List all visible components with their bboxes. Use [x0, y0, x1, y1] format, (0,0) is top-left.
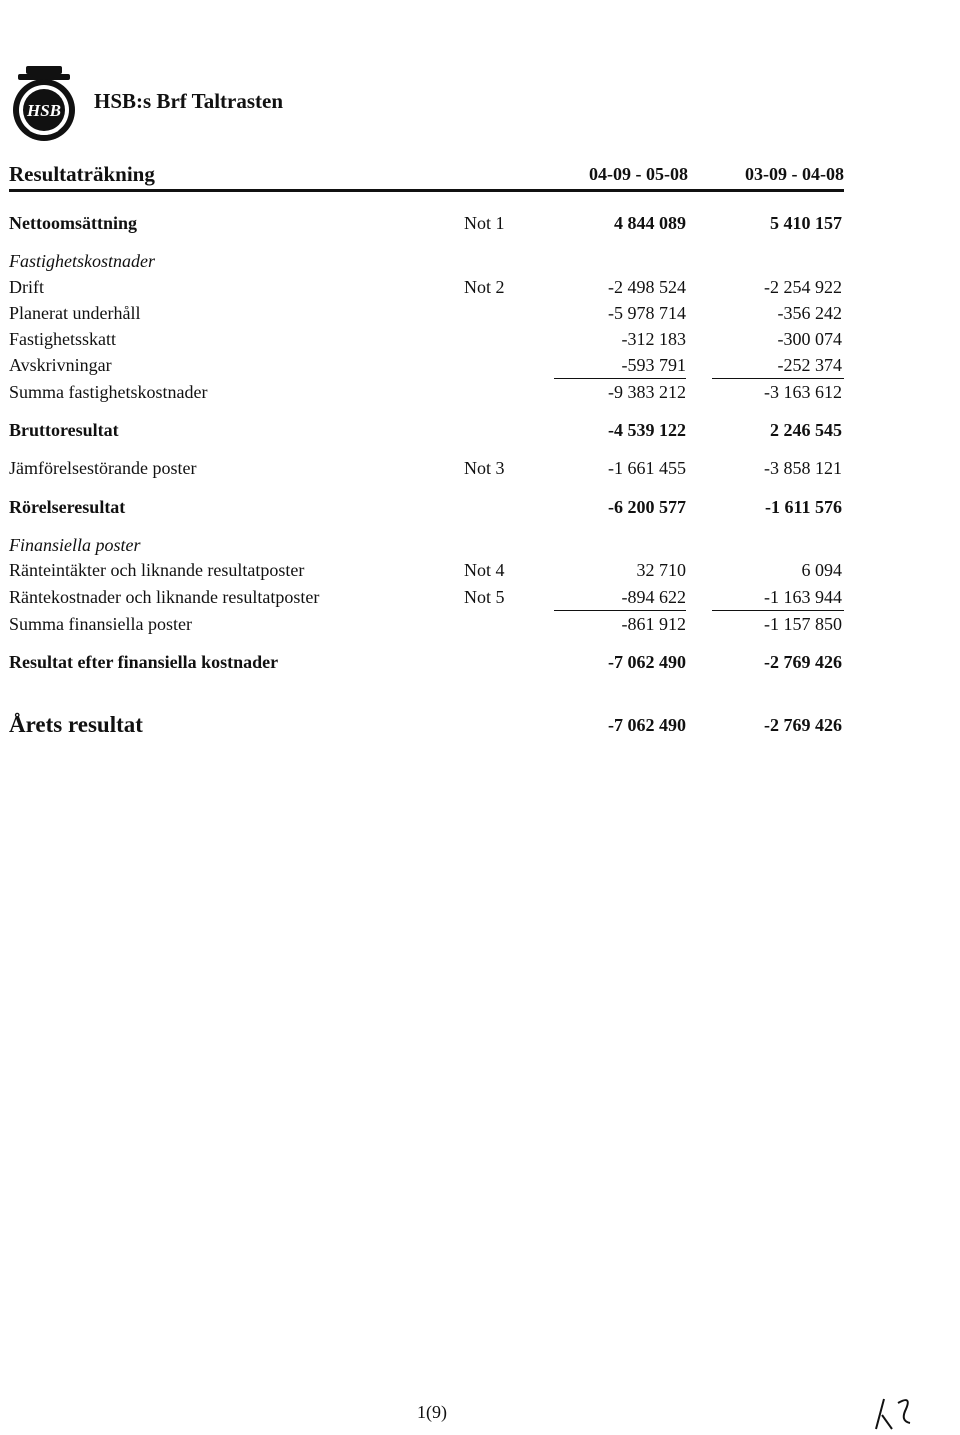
row-label: Avskrivningar [9, 355, 112, 375]
row-bruttoresultat [9, 420, 844, 444]
row-rorelseresultat [9, 497, 844, 521]
row-label: Ränteintäkter och liknande resultatposter [9, 560, 305, 580]
row-label: Drift [9, 277, 44, 297]
row-label: Räntekostnader och liknande resultatposter [9, 587, 320, 607]
value-previous: -2 254 922 [764, 277, 842, 297]
row-jamforelsestorande-poster [9, 458, 844, 482]
value-previous: -1 163 944 [764, 587, 842, 607]
value-current: -7 062 490 [608, 715, 686, 735]
value-current: -593 791 [621, 355, 686, 375]
value-previous: -1 157 850 [764, 614, 842, 634]
value-previous: -300 074 [777, 329, 842, 349]
note-ref: Not 3 [464, 458, 505, 478]
row-planerat-underhall [9, 303, 844, 327]
hsb-logo [4, 64, 84, 144]
value-previous: 2 246 545 [770, 420, 842, 440]
value-previous: 6 094 [801, 560, 842, 580]
handwritten-initials [870, 1393, 920, 1433]
value-current: -9 383 212 [608, 382, 686, 402]
row-label: Jämförelsestörande poster [9, 458, 197, 478]
note-ref: Not 1 [464, 213, 505, 233]
subtotal-rule-current [554, 378, 686, 379]
row-label: Årets resultat [9, 712, 143, 737]
value-current: -312 183 [621, 329, 686, 349]
value-current: -5 978 714 [608, 303, 686, 323]
row-label: Planerat underhåll [9, 303, 141, 323]
row-nettoomsattning [9, 213, 844, 237]
note-ref: Not 5 [464, 587, 505, 607]
section-label: Finansiella poster [9, 535, 141, 555]
value-previous: 5 410 157 [770, 213, 842, 233]
document-header [4, 64, 404, 144]
section-heading-fastighetskostnader [9, 251, 844, 275]
note-ref: Not 2 [464, 277, 505, 297]
subtotal-rule-current [554, 610, 686, 611]
row-summa-finansiella-poster [9, 614, 844, 638]
row-summa-fastighetskostnader [9, 382, 844, 406]
row-label: Resultat efter finansiella kostnader [9, 652, 279, 672]
row-label: Rörelseresultat [9, 497, 126, 517]
value-current: 4 844 089 [614, 213, 686, 233]
value-previous: -3 858 121 [764, 458, 842, 478]
subtotal-rule-previous [712, 610, 844, 611]
row-label: Nettoomsättning [9, 213, 137, 233]
title-divider [9, 189, 844, 192]
value-current: -6 200 577 [608, 497, 686, 517]
value-current: -1 661 455 [608, 458, 686, 478]
section-label: Fastighetskostnader [9, 251, 155, 271]
note-ref: Not 4 [464, 560, 505, 580]
row-label: Fastighetsskatt [9, 329, 116, 349]
value-previous: -1 611 576 [764, 497, 842, 517]
organization-name: HSB:s Brf Taltrasten [94, 89, 284, 113]
income-statement [9, 160, 844, 737]
value-current: -861 912 [621, 614, 686, 634]
value-previous: -252 374 [777, 355, 842, 375]
row-arets-resultat [9, 712, 844, 742]
section-heading-finansiella-poster [9, 535, 844, 559]
value-previous: -2 769 426 [764, 715, 842, 735]
value-current: 32 710 [636, 560, 686, 580]
logo-text: HSB [26, 101, 62, 120]
value-current: -894 622 [621, 587, 686, 607]
row-label: Bruttoresultat [9, 420, 119, 440]
row-resultat-efter-finansiella-kostnader [9, 652, 844, 676]
row-drift [9, 277, 844, 301]
value-previous: -2 769 426 [764, 652, 842, 672]
value-current: -4 539 122 [608, 420, 686, 440]
row-ranteintakter [9, 560, 844, 584]
value-previous: -3 163 612 [764, 382, 842, 402]
value-current: -7 062 490 [608, 652, 686, 672]
row-avskrivningar [9, 355, 844, 379]
period-current: 04-09 - 05-08 [589, 164, 688, 184]
row-fastighetsskatt [9, 329, 844, 353]
subtotal-rule-previous [712, 378, 844, 379]
value-previous: -356 242 [777, 303, 842, 323]
value-current: -2 498 524 [608, 277, 686, 297]
period-previous: 03-09 - 04-08 [745, 164, 844, 184]
row-rantekostnader [9, 587, 844, 611]
statement-header-row [9, 160, 844, 190]
page-number: 1(9) [417, 1402, 447, 1422]
row-label: Summa finansiella poster [9, 614, 192, 634]
row-label: Summa fastighetskostnader [9, 382, 208, 402]
statement-title: Resultaträkning [9, 162, 155, 186]
